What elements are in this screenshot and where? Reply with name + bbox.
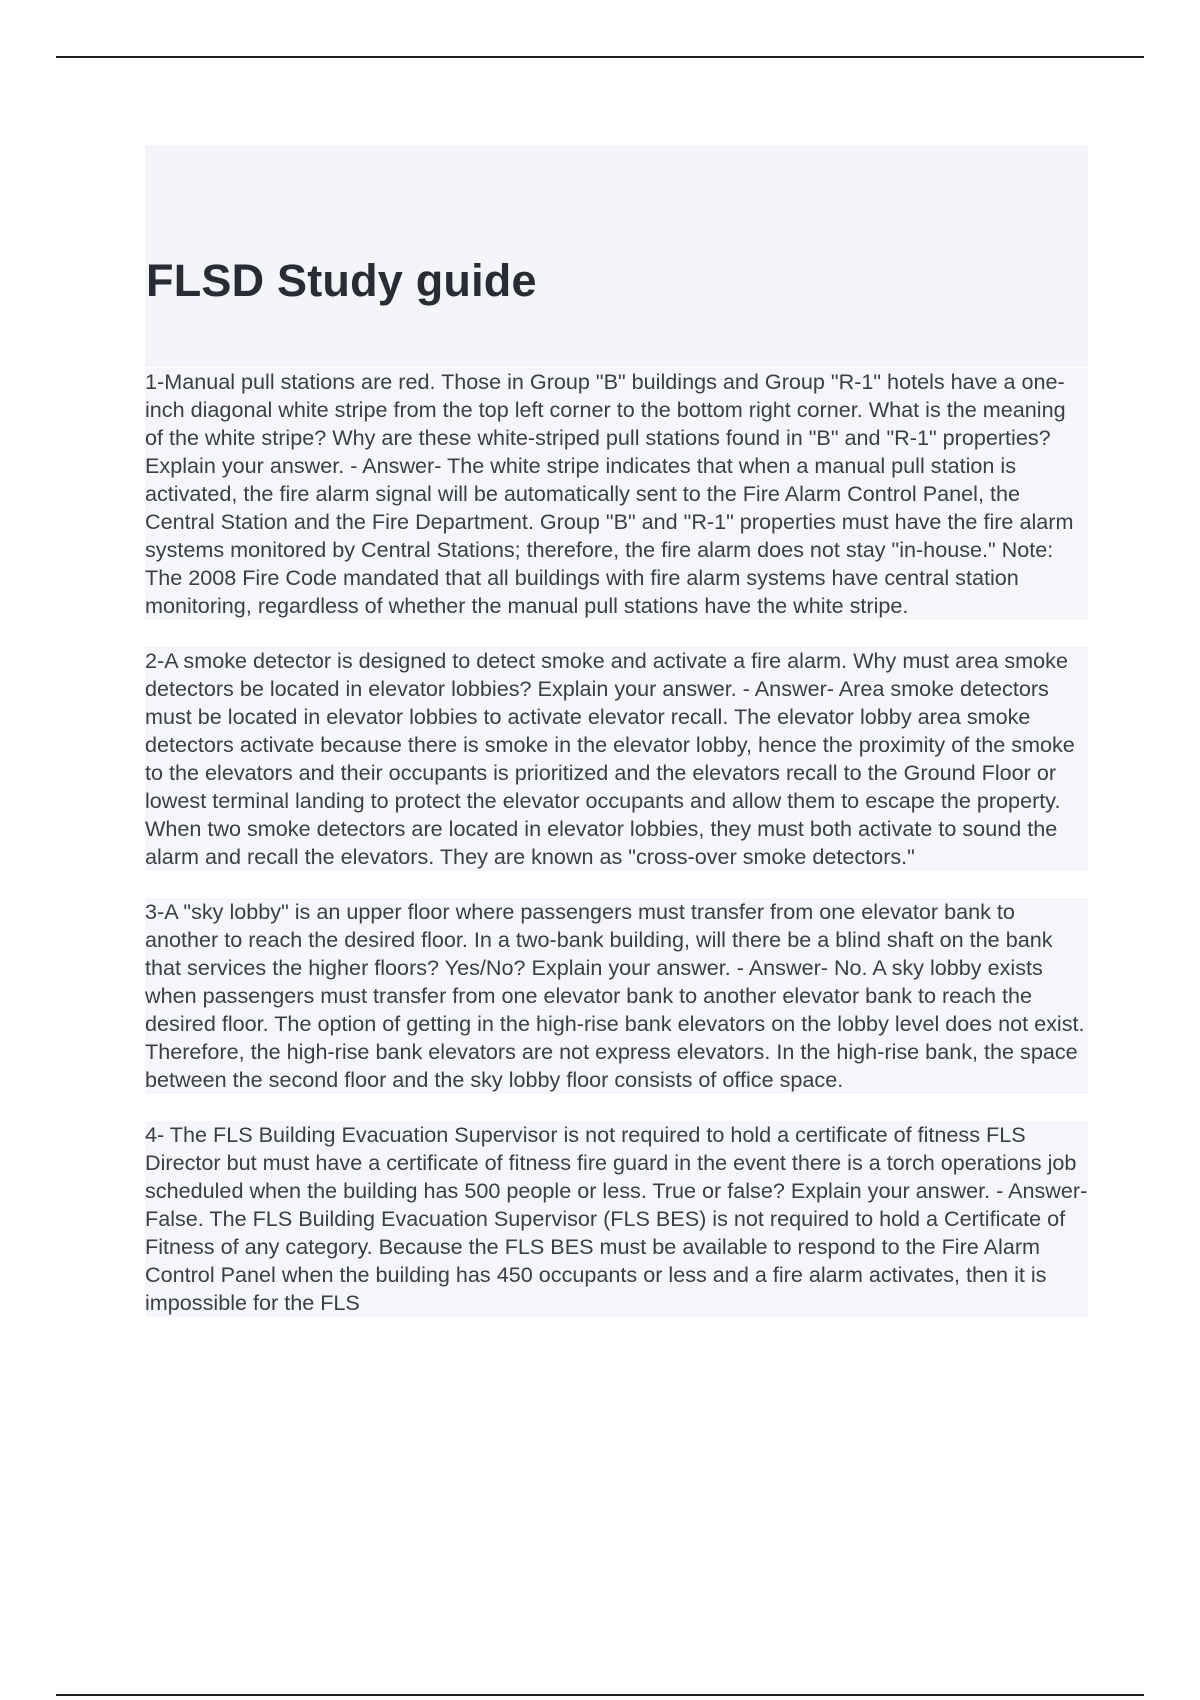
question-4: 4- The FLS Building Evacuation Supervisor is not required to hold a certificate of fitness FLS Director but must have a certificate of fitness fire guard in the event there is a torch operations job scheduled when the building has 500 people or less. True or false? Explain your answer. - Answer- False. The FLS Building Evacuation Supervisor (FLS BES) is not required to hold a Certificate of Fitness of any category. Because the FLS BES must be available to respond to the Fire Alarm Control Panel when the building has 450 occupants or less and a fire alarm activates, then it is impossible for the FLS [145,1122,1088,1315]
question-3: 3-A "sky lobby" is an upper floor where passengers must transfer from one elevator bank to another to reach the desired floor. In a two-bank building, will there be a blind shaft on the bank that services the higher floors? Yes/No? Explain your answer. - Answer- No. A sky lobby exists when passengers must transfer from one elevator bank to another elevator bank to reach the desired floor. The option of getting in the high-rise bank elevators on the lobby level does not exist. Therefore, the high-rise bank elevators are not express elevators. In the high-rise bank, the space between the second floor and the sky lobby floor consists of office space. [145,898,1088,1094]
top-rule [56,56,1144,58]
bottom-rule [56,1694,1144,1696]
question-1: 1-Manual pull stations are red. Those in Group "B" buildings and Group "R-1" hotels have a one-inch diagonal white stripe from the top left corner to the bottom right corner. What is the meaning of the white stripe? Why are these white-striped pull stations found in "B" and "R-1" properties? Explain your answer. - Answer- The white stripe indicates that when a manual pull station is activated, the fire alarm signal will be automatically sent to the Fire Alarm Control Panel, the Central Station and the Fire Department. Group "B" and "R-1" properties must have the fire alarm systems monitored by Central Stations; therefore, the fire alarm does not stay "in-house." Note: The 2008 Fire Code mandated that all buildings with fire alarm systems have central station monitoring, regardless of whether the manual pull stations have the white stripe. [145,368,1088,620]
question-2: 2-A smoke detector is designed to detect smoke and activate a fire alarm. Why must area smoke detectors be located in elevator lobbies? Explain your answer. - Answer- Area smoke detectors must be located in elevator lobbies to activate elevator recall. The elevator lobby area smoke detectors activate because there is smoke in the elevator lobby, hence the proximity of the smoke to the elevators and their occupants is prioritized and the elevators recall to the Ground Floor or lowest terminal landing to protect the elevator occupants and allow them to escape the property. When two smoke detectors are located in elevator lobbies, they must both activate to sound the alarm and recall the elevators. They are known as "cross-over smoke detectors." [145,647,1088,871]
document-body [145,368,1088,1344]
document-title: FLSD Study guide [146,255,537,306]
